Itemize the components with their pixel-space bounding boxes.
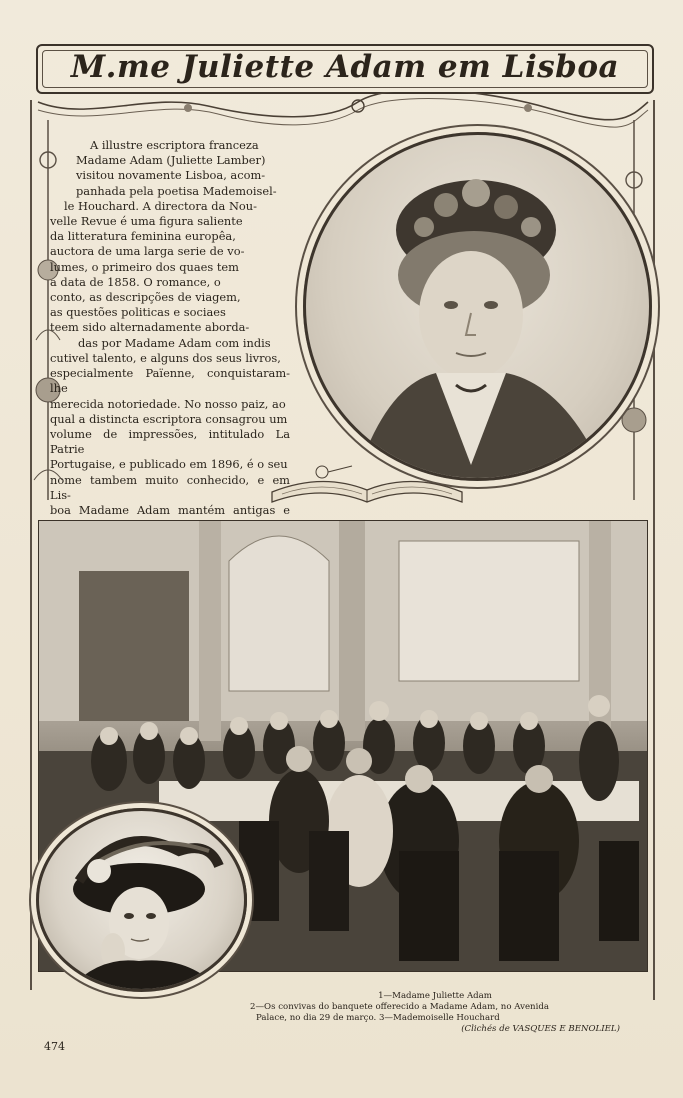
article-line: velle Revue é uma figura saliente bbox=[50, 214, 243, 229]
article-line: teem sido alternadamente aborda- bbox=[50, 320, 250, 335]
article-line: conto, as descripções de viagem, bbox=[50, 290, 241, 305]
article-line: Portugaise, e publicado em 1896, é o seu bbox=[50, 457, 288, 472]
article-line: merecida notoriedade. No nosso paiz, ao bbox=[50, 396, 286, 411]
article-line: nome tambem muito conhecido, e em Lis- bbox=[50, 472, 290, 502]
open-book-ornament bbox=[262, 462, 472, 510]
article-line: as questões politicas e sociaes bbox=[50, 305, 226, 320]
caption-line-3: Palace, no dia 29 de março. 3—Mademoiselle Houchard bbox=[256, 1013, 500, 1023]
article-line: auctora de uma larga serie de vo- bbox=[50, 244, 245, 259]
portrait-madame-adam bbox=[303, 132, 652, 481]
page-number: 474 bbox=[44, 1040, 65, 1053]
article-line: panhada pela poetisa Mademoisel- bbox=[76, 183, 277, 198]
houchard-illustration bbox=[39, 811, 244, 989]
title-banner bbox=[36, 44, 654, 94]
article-line: qual a distincta escriptora consagrou um bbox=[50, 411, 288, 426]
article-line: cutivel talento, e alguns dos seus livros, bbox=[50, 351, 281, 365]
portrait-mademoiselle-houchard bbox=[36, 808, 247, 992]
page-title: M.me Juliette Adam em Lisboa bbox=[70, 49, 620, 85]
article-line: A illustre escriptora franceza bbox=[90, 138, 259, 152]
article-line: boa Madame Adam mantém antigas e bbox=[50, 503, 290, 518]
caption-line-1: 1—Madame Juliette Adam bbox=[378, 991, 492, 1001]
caption-credits: (Clichés de VASQUES E BENOLIEL) bbox=[461, 1024, 620, 1034]
floral-ribbon-ornament bbox=[28, 92, 658, 132]
photo-captions bbox=[250, 991, 620, 1035]
article-line: le Houchard. A directora da Nou- bbox=[64, 198, 257, 213]
article-line: visitou novamente Lisboa, acom- bbox=[76, 168, 266, 183]
article-line: a data de 1858. O romance, o bbox=[50, 274, 221, 289]
article-line: especialmente Païenne, conquistaram-lhe bbox=[50, 366, 290, 396]
article-line: da litteratura feminina europêa, bbox=[50, 229, 236, 244]
article-line: Madame Adam (Juliette Lamber) bbox=[76, 153, 266, 168]
article-line: das por Madame Adam com indis bbox=[78, 335, 271, 350]
article-body-narrow bbox=[50, 138, 290, 351]
article-line: volume de impressões, intitulado La Patrie bbox=[50, 427, 290, 457]
portrait-illustration bbox=[306, 135, 649, 478]
article-line: lumes, o primeiro dos quaes tem bbox=[50, 259, 239, 274]
caption-line-2: 2—Os convivas do banquete offerecido a Madame Adam, no Avenida bbox=[250, 1002, 549, 1012]
